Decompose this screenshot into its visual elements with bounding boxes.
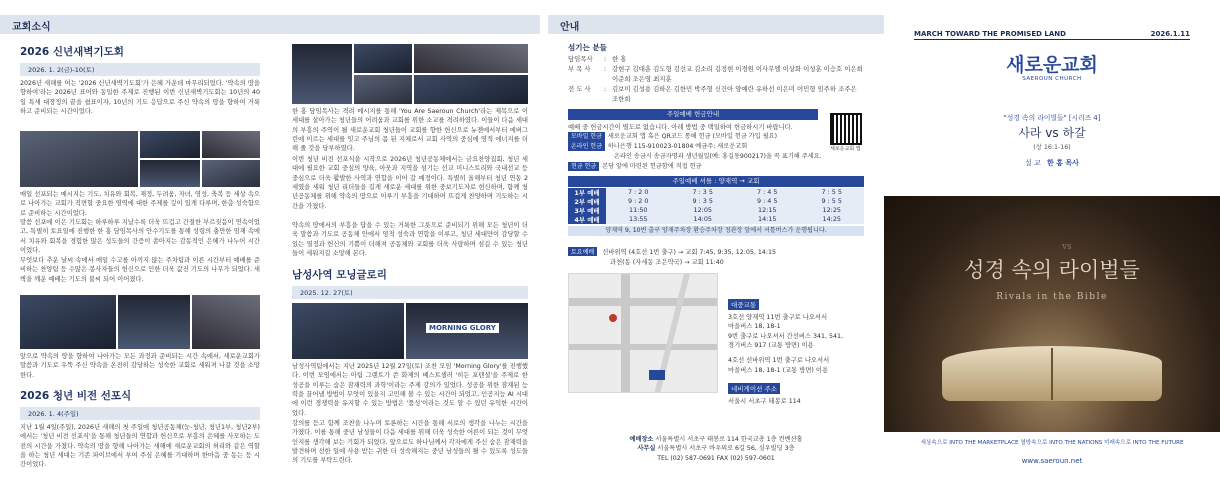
shuttle-row [568,197,864,206]
staff-row: 전 도 사 : 김보미 김성용 김하은 김한민 박주형 신건아 양예란 유하선 이은미 이민형 임주하 조주은 조한희 [568,84,857,103]
offering-row: 모바일 헌금 새로운교회 앱 혹은 QR코드 통해 헌금 (모바일 헌금 가입 필요) [568,132,824,142]
shuttle-time: 9 : 2 0 [606,197,671,206]
shuttle-table [568,188,864,224]
footer-contact: 예배장소 서울특별시 서초구 태봉로 114 한국교총 1층 컨벤션홀 사무실 서울특별시 서초구 바우뫼로 6길 56, 심우빌딩 3층 TEL (02) 587-0691 FAX (02) 597-0601 [629,436,803,462]
worship-photo [202,160,260,187]
shuttle-row [568,215,864,224]
shuttle-time: 12:15 [735,206,800,215]
offering-list [568,132,824,172]
article-paragraph: 앞으로 약속의 땅을 향하여 나아가는 모든 과정과 준비되는 시간 속에서, 새로운교회가 말씀과 기도로 우뚝 주신 약속을 온전히 감당하는 성숙한 교회로 세워져 나갈 것을 소망한다. [20,353,260,379]
map-pin-church [649,370,665,380]
church-motto: 세상속으로 INTO THE MARKETPLACE 열방속으로 INTO THE NATIONS 미래속으로 INTO THE FUTURE [920,440,1184,446]
shuttle-time: 13:55 [606,215,671,224]
photo-row [292,44,528,104]
image-vs: vs [1062,242,1072,252]
shuttle-time: 14:25 [800,215,865,224]
preacher-label: 설 교 [1025,159,1041,167]
worship-photo [202,131,260,158]
article-title: 남성사역 모닝글로리 [292,269,387,281]
cover-date: 2026.1.11 [1150,30,1190,38]
shuttle-time: 7 : 4 5 [735,188,800,197]
saturday-tag: 토요예배 [568,247,597,256]
guide-content [568,42,864,462]
article-paragraph: 무엇보다 추운 날씨 속에서 매일 수고를 아끼지 않는 주차팀과 이른 시간부터 예배를 준비하는 찬양팀 등 수많은 봉사자들의 헌신으로 인한 더욱 값진 기도의 나무가 되었다. 새벽을 깨운 예배는 기도의 불씨 되어 이어졌다. [20,257,260,283]
photo-row [20,131,260,187]
map-pin-station [609,314,617,322]
shuttle-time: 12:25 [800,206,865,215]
church-logo: 새로운교회 [1006,54,1098,76]
cover-tagline: MARCH TOWARD THE PROMISED LAND [914,30,1066,38]
service-name: 2부 예배 [568,197,606,206]
qr-label: 새로운교회 앱 [830,145,861,152]
article-paragraph: 남성사역팀에서는 지난 2025년 12월 27일(토) 조찬 모임 'Morning Glory'를 진행했다. 이번 모임에서는 아팀 그랜트가 쓴 화제의 베스트셀러 '히든 포텐셜'을 주제로 한 성공을 이루는 숨은 잠재력의 과학'이라는 주제 강의가 있었다. 성공을 위한 잠재된 능력을 끌어낼 방법이 무엇이 있을지 고민해 볼 수 있는 시간이 되었고, 인공지능 AI 시대에 이런 경쟁력을 유지할 수 있는 방법은 '품성'이라는 것도 알 수 있던 유익한 시간이었다. [292,363,528,417]
offering-row: 온라인 헌금 하나은행 115-910023-01804 예금주: 새로운교회 [568,142,824,152]
staff-list [568,55,864,105]
shuttle-time: 11:50 [606,206,671,215]
shuttle-row [568,188,864,197]
article-date: 2026. 1. 2(금)-10(토) [20,63,260,76]
shuttle-time: 9 : 5 5 [800,197,865,206]
article-paragraph: 이번 청년 비전 선포식을 시작으로 2026년 청년공동체에서는 금요찬양집회, 청년 세대에 필요한 교회 중심의 양육, 아웃과 지역을 섬기는 선교 미니스트리와 국내선교 등 중심으로 더욱 활발한 사역과 연합을 이어 갈 예정이다. 특별히 올해부터 청년 연동 2세였을 세워 청년 리더들을 길게 새로운 세대를 위한 중보기도자로 헌신하며, 함께 청년공동체를 위해 약속의 땅으로 이루기 부흥을 기대하며 뜨겁게 찬양하며 기도하는 시간을 가졌다. [292,156,528,210]
shuttle-time: 9 : 4 5 [735,197,800,206]
worship-photo [192,295,260,349]
shuttle-time: 7 : 5 5 [800,188,865,197]
offering-tag: 현금 헌금 [568,162,599,172]
photo-row [292,303,528,359]
section-header-guide: 안내 [548,15,884,34]
staff-row: 부 목 사 : 강현구 김대훈 김도형 김선교 김소리 김정현 이경원 이사무엘 이상화 이성훈 이승호 이은희 이준희 조은영 최지훈 [568,64,863,83]
map-info: 대중교통 3호선 양재역 11번 출구로 나오셔서 마을버스 18, 18-1 9번 출구로 나오셔서 간선버스 341, 541, 경기버스 917 (교통 방면) 이용 4호선 선바위역 1번 출구로 나오셔서 마을버스 18, 18-1 (교통 방면) 이용 네비게이션 주소 서울시 서초구 태봉로 114 [728,292,868,406]
sermon-reference: (창 16:1-16) [1033,144,1071,151]
article-paragraph: 약속의 땅에서의 부흥을 답을 수 있는 거룩한 그릇으로 준비되기 위해 모든 청년이 더욱 말씀과 기도로 공동체 안에서 영적 성숙과 연합을 이루고, 청년 세대만이 감당할 수 있는 열정과 헌신의 기쁨이 더해져 공동체와 교회를 더욱 사랑하며 섬길 수 있는 청년들이 세워지길 소망해 본다. [292,222,528,257]
staff-title: 섬기는 분들 [568,43,607,52]
news-column-1 [20,44,260,470]
shuttle-note: 양재역 9, 10번 출구 양재주차장 환승주차장 정관장 앞에서 셔틀버스가 운행됩니다. [568,226,864,236]
sermon-series: "성경 속의 라이벌들" [시리즈 4] [1003,114,1101,122]
group-photo [292,303,404,359]
worship-photo [140,131,200,158]
article-title: 2026 신년새벽기도회 [20,46,124,58]
nav-address: 서울시 서초구 태봉로 114 [728,397,801,405]
offering-tag: 모바일 헌금 [568,132,605,142]
article-paragraph: 매일 선포되는 메시지는 기도, 치유와 회복, 재정, 두려움, 자녀, 영성, 축복 등 세상 속으로 나아가는 교회가 직면할 중요한 영역에 대한 주제를 깊이 있게 다루며, 한층 성숙함으로 준비하는 시간이었다. [20,191,260,217]
service-name: 3부 예배 [568,206,606,215]
article-paragraph: 한 홍 담임목사는 격려 메시지를 통해 'You Are Saeroun Church'라는 제목으로 이 세대를 살아가는 청년들의 어려움과 교회를 위한 소교를 격려하였다. 이들이 다음 세대의 부흥의 주역이 될 새로운교회 청년들이 교회를 향한 헌신으로 뉴젠에서부터 에버그린에 이르는 세대를 잇고 주님의 몸 된 지체로서 교회 사역의 중심에 영적 에너지를 더해 줄 것을 당부하였다. [292,108,528,153]
cover-panel [884,0,1220,478]
staff-row: 담임목사 : 한 홍 [568,55,627,63]
section-header-news: 교회소식 [0,15,540,34]
image-title-kr: 성경 속의 라이벌들 [964,258,1140,282]
worship-photo [20,131,138,187]
sermon-title: 사라 vs 하갈 [1018,126,1086,140]
youth-photo [414,44,528,73]
shuttle-time: 12:05 [671,206,736,215]
article-date: 2026. 1. 4(주일) [20,407,260,420]
photo-row [20,295,260,349]
worship-photo [140,160,200,187]
youth-photo [414,75,528,104]
service-name: 4부 예배 [568,215,606,224]
shuttle-time: 14:05 [671,215,736,224]
map[interactable] [568,273,718,393]
article-paragraph: 2026년 새해를 여는 '2026 신년새벽기도회'가 은혜 가운데 마무리되었다. '약속의 땅을 향하여'라는 2026년 표어와 동일한 주제로 진행된 이번 신년새벽기도회는 10년의 40일 특새 대장정의 끝을 쉼표이자, 10년의 기도 응답으로 주신 약속의 땅을 향하여 거룩하고 준비되는 시간이었다. [20,80,260,115]
offering-header: 주일예배 헌금안내 [568,109,818,120]
church-logo-en: SAEROUN CHURCH [1022,76,1082,82]
cover-image [884,196,1220,432]
banner-text: MORNING GLORY [426,323,499,333]
shuttle-time: 14:15 [735,215,800,224]
youth-photo [354,75,412,104]
article-paragraph: 지난 1월 4일(주일), 2026년 새해의 첫 주일에 청년공동체(눈-청년, 청년1부, 청년2부) 에서는 '청년 비전 선포식'을 통해 청년들의 연합과 헌신으로 부흥의 은혜를 사모하는 도전의 시간을 가졌다. 약속의 땅을 향해 나아가는 새해에 새로운교회의 허리와 같은 역할을 하는 청년 세대는 기존 파이브에서 부여 주심 은혜를 기대하며 한마음 중 동는 등 시간이었다. [20,424,260,469]
shuttle-time: 9 : 3 5 [671,197,736,206]
qr-code[interactable] [830,113,862,145]
news-column-2 [292,44,528,466]
shuttle-row [568,206,864,215]
service-name: 1부 예배 [568,188,606,197]
article-paragraph: 강의를 듣고 함께 조찬을 나누며 토론하는 시간을 통해 서로의 생각을 나누는 시간을 가졌다. 이를 통해 중년 남성들이 다음 세대를 위해 더욱 성숙한 어른이 되는 것이 무엇인지를 생각해 보는 기회가 되었다. 앞으로도 하나님께서 각자에게 주신 숨은 잠재력을 발견하며 선한 일에 사용 받는 귀한 더 성숙해지는 중년 남성들의 될 수 있도록 성도들의 기도를 부탁드린다. [292,420,528,465]
article-title: 2026 청년 비전 선포식 [20,390,132,402]
offering-row: 온라인 송금시 송금자명과 생년월일(예: 홍길동900217)을 꼭 표기해 주세요. [614,152,822,160]
article-date: 2025. 12. 27(토) [292,286,528,299]
youth-photo [354,44,412,73]
saturday-line: 과천(동 (자세동 조은약국) → 교회 11:40 [610,258,724,266]
image-title-en: Rivals in the Bible [996,292,1108,302]
article-paragraph: 말씀 선포에 이은 기도회는 하루하루 지났수록 더욱 뜨겁고 간절한 부르짖음이 연속이었고, 특별히 토요일에 진행한 한 홍 담임목사의 안수기도를 통해 성령의 충만한 임재 속에서 치유와 회복을 경험한 많은 성도들의 간증이 쏟아지는 감동적인 은혜가 나누어 시간이었다. [20,219,260,254]
saturday-line: 선바위역 (4호선 1번 출구) → 교회 7:45, 9:35, 12:05, 14:15 [602,248,776,256]
church-url[interactable]: www.saeroun.net [1021,457,1083,465]
group-photo [406,303,528,359]
offering-intro: 예배 중 헌금시간이 별도로 없습니다. 아래 방법 중 택일하여 헌금하시기 바랍니다. [568,123,793,131]
offering-row: 현금 헌금 본당 앞에 마련된 헌금함에 직접 헌금 [568,162,824,172]
shuttle-time: 7 : 3 5 [671,188,736,197]
speaker-photo [292,44,352,104]
shuttle-header: 주일예배 셔틀 : 양재역 → 교회 [568,176,864,187]
nav-tag: 네비게이션 주소 [728,383,780,394]
traffic-tag: 대중교통 [728,299,759,310]
offering-tag: 온라인 헌금 [568,142,605,152]
worship-photo [118,295,190,349]
shuttle-time: 7 : 2 0 [606,188,671,197]
preacher-name: 한 홍 목사 [1047,159,1079,167]
worship-photo [20,295,116,349]
